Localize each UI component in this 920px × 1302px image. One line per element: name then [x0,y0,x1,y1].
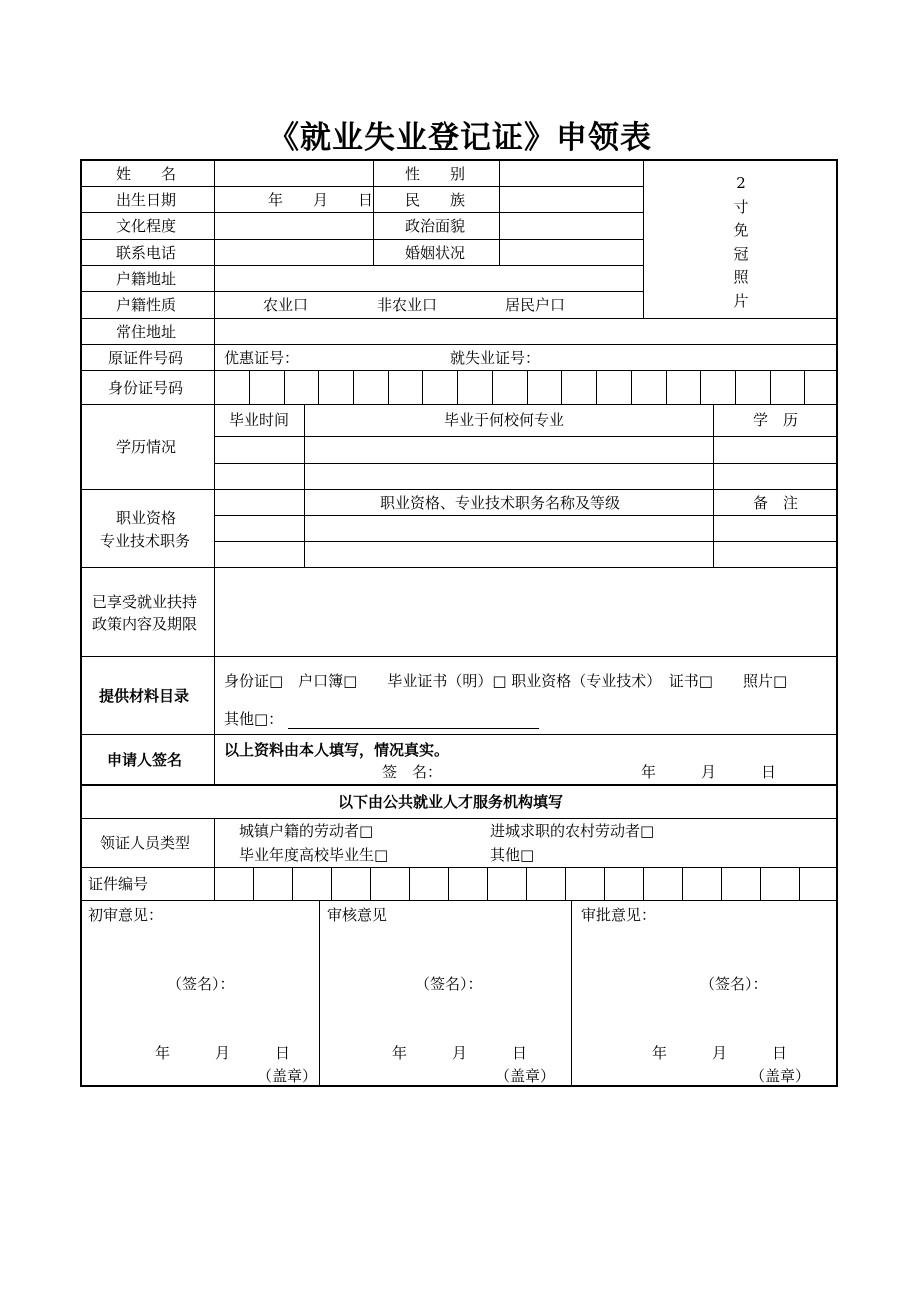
label-id-no: 身份证号码 [108,379,184,397]
applicant-sign-date[interactable]: 年 月 日 [641,763,777,781]
label-materials: 提供材料目录 [99,687,190,705]
label-name: 姓 名 [116,165,177,183]
type-urban[interactable]: 城镇户籍的劳动者□ [239,822,374,840]
col-qualification-name: 职业资格、专业技术职务名称及等级 [380,494,621,512]
materials-checklist[interactable]: 身份证□ 户口簿□ 毕业证书（明）□ 职业资格（专业技术） 证书□ 照片□ [224,672,788,690]
label-education-level: 文化程度 [116,217,177,235]
preferential-cert-no[interactable]: 优惠证号： [224,349,300,367]
review-approval-seal: （盖章） [750,1067,811,1085]
label-household-type: 户籍性质 [116,296,177,314]
review-audit-sign[interactable]: （签名）： [415,975,483,993]
materials-other[interactable]: 其他□： [224,710,284,728]
review-initial-seal: （盖章） [257,1067,318,1085]
name-field[interactable] [216,162,372,185]
label-dob: 出生日期 [116,191,177,209]
review-audit-title: 审核意见 [327,906,388,924]
label-political: 政治面貌 [405,217,466,235]
review-approval-date[interactable]: 年 月 日 [652,1044,788,1062]
label-household-address: 户籍地址 [116,270,177,288]
label-gender: 性 别 [405,165,466,183]
employment-cert-no[interactable]: 就失业证号： [450,349,541,367]
review-audit-seal: （盖章） [495,1067,556,1085]
review-approval-title: 审批意见： [581,906,657,924]
col-degree: 学 历 [753,411,799,429]
label-technical-title: 专业技术职务 [100,532,191,550]
col-graduation-time: 毕业时间 [229,411,290,429]
option-resident[interactable]: 居民户口 [505,296,566,314]
type-other[interactable]: 其他□ [490,846,535,864]
label-orig-cert: 原证件号码 [108,349,184,367]
option-agricultural[interactable]: 农业口 [263,296,309,314]
label-policy-line1: 已享受就业扶持 [92,593,198,611]
label-phone: 联系电话 [116,244,177,262]
option-non-agricultural[interactable]: 非农业口 [377,296,438,314]
label-policy-line2: 政策内容及期限 [92,615,198,633]
label-applicant-signature: 申请人签名 [107,751,183,769]
review-approval-sign[interactable]: （签名）： [700,975,768,993]
truth-statement: 以上资料由本人填写，情况真实。 [224,741,450,759]
label-education: 学历情况 [116,438,177,456]
review-initial-date[interactable]: 年 月 日 [155,1044,291,1062]
type-graduate[interactable]: 毕业年度高校毕业生□ [239,846,389,864]
label-qualification: 职业资格 [116,509,177,527]
label-marital: 婚姻状况 [405,244,466,262]
photo-placeholder: 2 寸 免 冠 照 片 [733,174,749,310]
dob-value[interactable]: 年 月 日 [268,191,374,209]
col-remark: 备 注 [753,494,799,512]
review-audit-date[interactable]: 年 月 日 [392,1044,528,1062]
form-title: 《就业失业登记证》申领表 [268,120,652,156]
review-initial-sign[interactable]: （签名）： [167,975,235,993]
label-applicant-type: 领证人员类型 [100,834,191,852]
gender-field[interactable] [500,162,642,185]
label-ethnicity: 民 族 [405,191,466,209]
agency-section-header: 以下由公共就业人才服务机构填写 [338,793,564,811]
type-rural-migrant[interactable]: 进城求职的农村劳动者□ [490,822,655,840]
review-initial-title: 初审意见： [88,906,164,924]
applicant-sign-field[interactable]: 签 名： [382,763,443,781]
col-school-major: 毕业于何校何专业 [444,411,565,429]
label-residence: 常住地址 [116,323,177,341]
label-cert-no: 证件编号 [88,875,149,893]
